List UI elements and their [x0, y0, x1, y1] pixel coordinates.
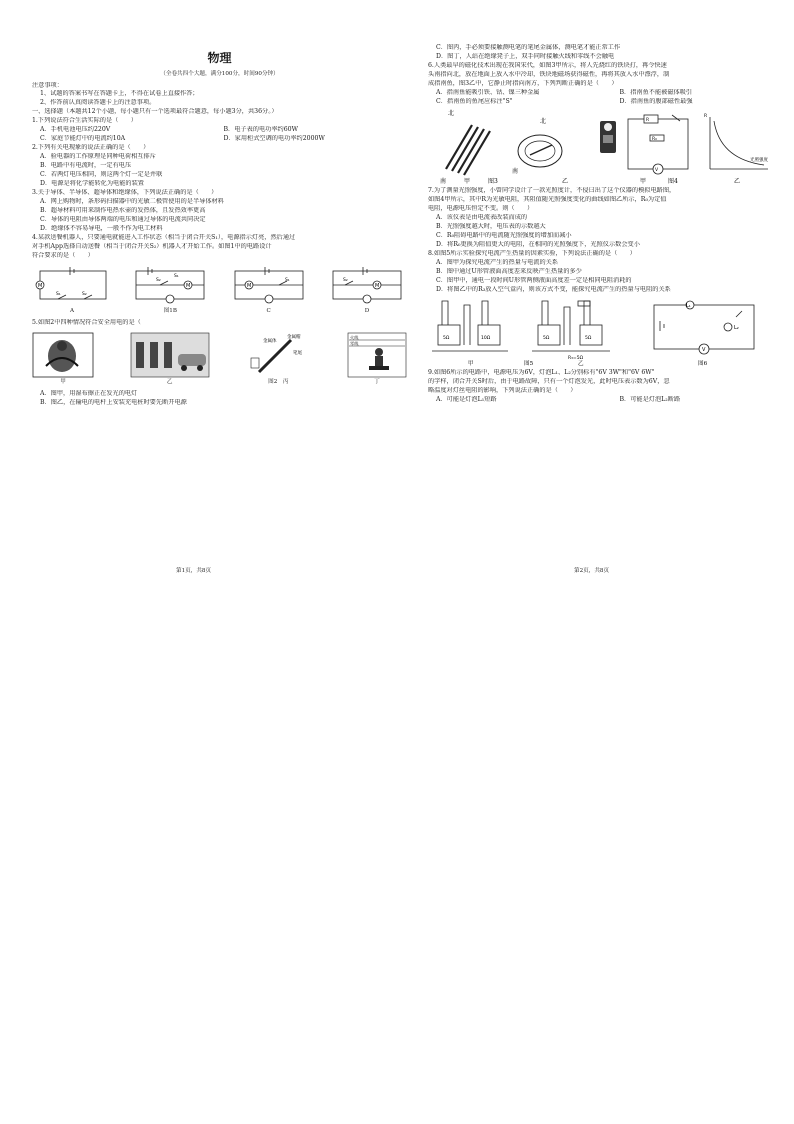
svg-text:R: R: [646, 117, 650, 123]
q5-option-c: C．图丙，手必须要接触测电笔的笔尾金属体，测电笔才能正常工作: [436, 44, 621, 51]
q2-option-d: D．电源是将化学能转化为电能的装置: [40, 180, 144, 188]
q7-option-a: A．该仪表是由电流表改装而成的: [436, 213, 528, 221]
figures-5-and-6: [428, 295, 794, 369]
question-7: 7.为了测量光照强度，小曾同学设计了一款光照度计，不侵曰出了这个仪器的模拟电路图，: [428, 186, 676, 194]
q3-option-a: A．网上购物时，条形码扫描器中的光敏二极管使用的是半导体材料: [40, 198, 224, 206]
note-item: 2、作答前认真阅读答题卡上的注意事项。: [40, 99, 156, 107]
question-4: 4.某款送餐机器人，只要通电就能进入工作状态（相当于闭合开关S₁），电源指示灯亮，然后通过: [32, 234, 296, 242]
q6-option-d: D．指南鱼的腹部磁性最强: [619, 97, 693, 105]
q8-option-a: A．图甲为探究电流产生的热量与电流的关系: [436, 258, 559, 266]
q7-option-c: C．R₀阻碍电路中的电流随光照强度的增加而减小: [436, 231, 572, 239]
q3-option-d: D．绝缘体不容易导电，一般不作为电工材料: [40, 225, 163, 233]
q7-option-d: D．将R₀更换为阻值更大的电阻，在相同的光照强度下，光照仪示数会变小: [436, 240, 640, 248]
fig3b-north-label: 北: [540, 117, 547, 125]
svg-text:M: M: [374, 283, 380, 290]
question-4-cont: 对手机App选择自动送餐（相当于闭合开关S₂）机器人才开始工作。如图1中的电路设计: [32, 243, 272, 251]
page-footer-left: 第1页，共8页: [176, 568, 212, 574]
svg-text:M: M: [246, 283, 251, 290]
fig4-caption-jia: 甲: [640, 177, 647, 185]
question-9-cont: 略温度对灯丝电阻的影响，下列说法正确的是（ ）: [428, 386, 577, 394]
q8-option-b: B．图中通过U形管液面高度差来反映产生热量的多少: [436, 267, 582, 275]
svg-text:S₁: S₁: [174, 274, 179, 280]
exam-page-left: [32, 50, 407, 570]
exam-subtitle: （全卷共四个大题，满分100分，时间90分钟）: [160, 71, 279, 78]
q6-option-b: B．指南鱼不能被磁体吸引: [619, 88, 693, 96]
svg-text:M: M: [186, 283, 191, 290]
note-item: 1、试题的答案书写在答题卡上，不得在试卷上直接作答；: [40, 90, 199, 98]
circuit-d-label: D: [364, 308, 370, 315]
fig5-r2-label: 10Ω: [481, 335, 491, 341]
fig2-caption-ding: 丁: [374, 379, 380, 386]
section-heading: 一、选择题（本题共12个小题，每小题只有一个选项最符合题意，每小题3分，共36分。）: [32, 108, 278, 116]
svg-text:S₁: S₁: [56, 292, 61, 298]
question-1: 1.下列说法符合生活实际的是（ ）: [32, 117, 137, 125]
svg-text:M: M: [38, 283, 43, 290]
fig5-r4-label: 5Ω: [585, 335, 592, 341]
question-8: 8.如图5所示实验探究电流产生热量的因素实验，下列说法正确的是（ ）: [428, 249, 636, 257]
q3-option-b: B．超导材料可用来制作电热水壶的发热体，且发热效率更高: [40, 207, 206, 215]
fig4-caption: 图4: [668, 177, 678, 185]
question-5: 5.如图2中四种情况符合安全用电的是（: [32, 319, 141, 327]
circuit-b: [130, 265, 210, 315]
question-9-cont: 的字样，闭合开关S时后，由于电路故障，只有一个灯泡发光，此时电压表示数为6V，忽: [428, 377, 670, 385]
fig2-caption-yi: 乙: [166, 379, 173, 386]
svg-text:V: V: [655, 167, 659, 173]
fig2-panel-bing: [245, 332, 311, 386]
question-4-cont: 符合要求的是（ ）: [32, 252, 94, 260]
question-6: 6.人类最早的磁化技术出现在我国宋代，如图3甲所示，将人先烧红的铁块打，再令快速: [428, 61, 667, 69]
charging-station-photo: [130, 332, 210, 378]
insulated-stool-illustration: [347, 332, 407, 378]
circuit-c-label: C: [266, 308, 271, 315]
q5-option-a: A．图甲，用湿布擦正在发光的电灯: [40, 390, 138, 398]
figure-2-safety: [32, 332, 407, 386]
fig5-r5-label: R₃=5Ω: [568, 355, 584, 361]
fig5-caption-jia: 甲: [468, 360, 474, 367]
q9-option-a: A．可能是灯泡L₁短路: [436, 395, 497, 403]
q6-option-a: A．指南鱼能吸引铁、钴、镍三种金属: [436, 88, 540, 96]
q1-option-b: B．电子表的电功率约60W: [223, 126, 298, 134]
figures-3-and-4: [428, 107, 794, 187]
fig4-xaxis-label: 光照强度: [750, 157, 768, 163]
fig2-panel-ding: [347, 332, 407, 386]
fig2-caption-bing: 图2 丙: [268, 379, 289, 386]
fig3-north-label: 北: [448, 109, 455, 117]
fig3-south-label: 南: [440, 177, 447, 185]
q2-option-c: C．若两灯电压相同，则这两个灯一定是并联: [40, 171, 163, 179]
circuit-a-label: A: [69, 308, 75, 315]
fig2-caption-jia: 甲: [60, 379, 66, 386]
q2-option-a: A．验电器的工作原理是同种电荷相互排斥: [40, 153, 156, 161]
fig5-caption: 图5: [524, 360, 534, 367]
svg-text:S₂: S₂: [82, 292, 87, 298]
question-6-cont: 头南指向北，放在地面上放入水中冷却，铁块地磁场获得磁性，再将其放入水中漂浮，制: [428, 70, 670, 78]
fig2-panel-yi: [130, 332, 210, 386]
exam-title: 物理: [207, 51, 232, 65]
circuit-b-diagram: [130, 265, 210, 307]
q7-option-b: B．光照强度越大时，电压表的示数越大: [436, 222, 546, 230]
q5-option-d: D．图丁，人站在绝缘凳子上，双手同时接触火线和零线不会触电: [436, 52, 615, 60]
question-9: 9.如图6所示的电路中，电源电压为6V，灯泡L₁、L₂分别标有"6V 3W"和"6V 6W": [428, 368, 655, 376]
q1-option-c: C．家庭节能灯中的电流约10A: [40, 135, 126, 143]
fig3-caption-jia: 甲: [464, 177, 471, 185]
svg-text:S₁: S₁: [284, 278, 290, 284]
fig2-panel-jia: [32, 332, 94, 386]
svg-text:R: R: [704, 113, 708, 119]
fig3-caption: 图3: [488, 177, 498, 185]
label-neutral-wire: 零线: [349, 341, 359, 347]
circuit-a: [32, 265, 112, 315]
q3-option-c: C．导体的电阻由导体两端的电压和通过导体的电流共同决定: [40, 216, 206, 224]
circuit-c-diagram: [229, 265, 309, 307]
q2-option-b: B．电路中有电流时，一定有电压: [40, 162, 132, 170]
page-footer-right: 第2页，共8页: [574, 568, 610, 574]
q5-option-b: B．图乙，在输电的电杆上安装充电桩时要先断开电源: [40, 399, 187, 407]
label-metal-cap: 金属帽: [287, 335, 301, 341]
fig5-r3-label: 5Ω: [543, 335, 550, 341]
svg-text:S₂: S₂: [342, 278, 348, 284]
svg-text:L₂: L₂: [734, 324, 739, 331]
label-pen-tail: 笔尾: [293, 351, 303, 357]
circuit-d-diagram: [327, 265, 407, 307]
label-live-wire: 火线: [349, 335, 359, 341]
question-2: 2.下列有关电现象的说法正确的是（ ）: [32, 144, 150, 152]
fig5-r1-label: 5Ω: [443, 335, 450, 341]
fig6-caption: 图6: [698, 360, 708, 367]
circuit-a-diagram: [32, 265, 112, 307]
svg-text:S₂: S₂: [156, 278, 161, 284]
exam-page-right: [428, 44, 794, 564]
question-7-cont: 电阻，电源电压恒定不变。则（ ）: [428, 204, 534, 212]
q6-option-c: C．指南鱼的鱼尾应标注"S": [436, 97, 513, 105]
q9-option-b: B．可能是灯泡L₂断路: [619, 395, 681, 403]
test-pencil-illustration: [245, 332, 311, 378]
figure-1-circuits: [32, 265, 407, 315]
circuit-b-label: 图1B: [163, 308, 177, 315]
q1-option-d: D．家用柜式空调的电功率约2000W: [223, 135, 325, 143]
fig4-caption-yi: 乙: [734, 177, 741, 185]
q8-option-d: D．将图乙中的R₃放入空气盒内，则该方式不变，能探究电流产生的热量与电阻的关系: [436, 285, 671, 293]
label-metal-body: 金属体: [263, 339, 277, 345]
question-3: 3.关于导体、半导体、超导体和绝缘体，下列说法正确的是（ ）: [32, 189, 218, 197]
notes-heading: 注意事项：: [32, 81, 63, 89]
svg-text:R₀: R₀: [652, 136, 657, 142]
fig5-caption-yi: 乙: [578, 360, 584, 367]
wet-cloth-lamp-illustration: [32, 332, 94, 378]
circuit-c: [229, 265, 309, 315]
q1-option-a: A．手机电池电压约220V: [40, 126, 111, 134]
fig3b-south-label: 南: [512, 167, 519, 175]
fig3-caption-yi: 乙: [562, 177, 569, 185]
q8-option-c: C．图甲中，通电一段时间U形管两侧液面高度差一定是相同电阻消耗的: [436, 276, 632, 284]
svg-text:L₁: L₁: [686, 302, 691, 309]
circuit-d: [327, 265, 407, 315]
svg-text:V: V: [702, 346, 706, 353]
question-6-cont: 成指南鱼，图3乙中，它静止时指向南方，下列判断正确的是（ ）: [428, 79, 618, 87]
question-7-cont: 如图4甲所示，其中R为光敏电阻，其阻值随光照强度变化的曲线如图乙所示，R₀为定值: [428, 195, 667, 203]
